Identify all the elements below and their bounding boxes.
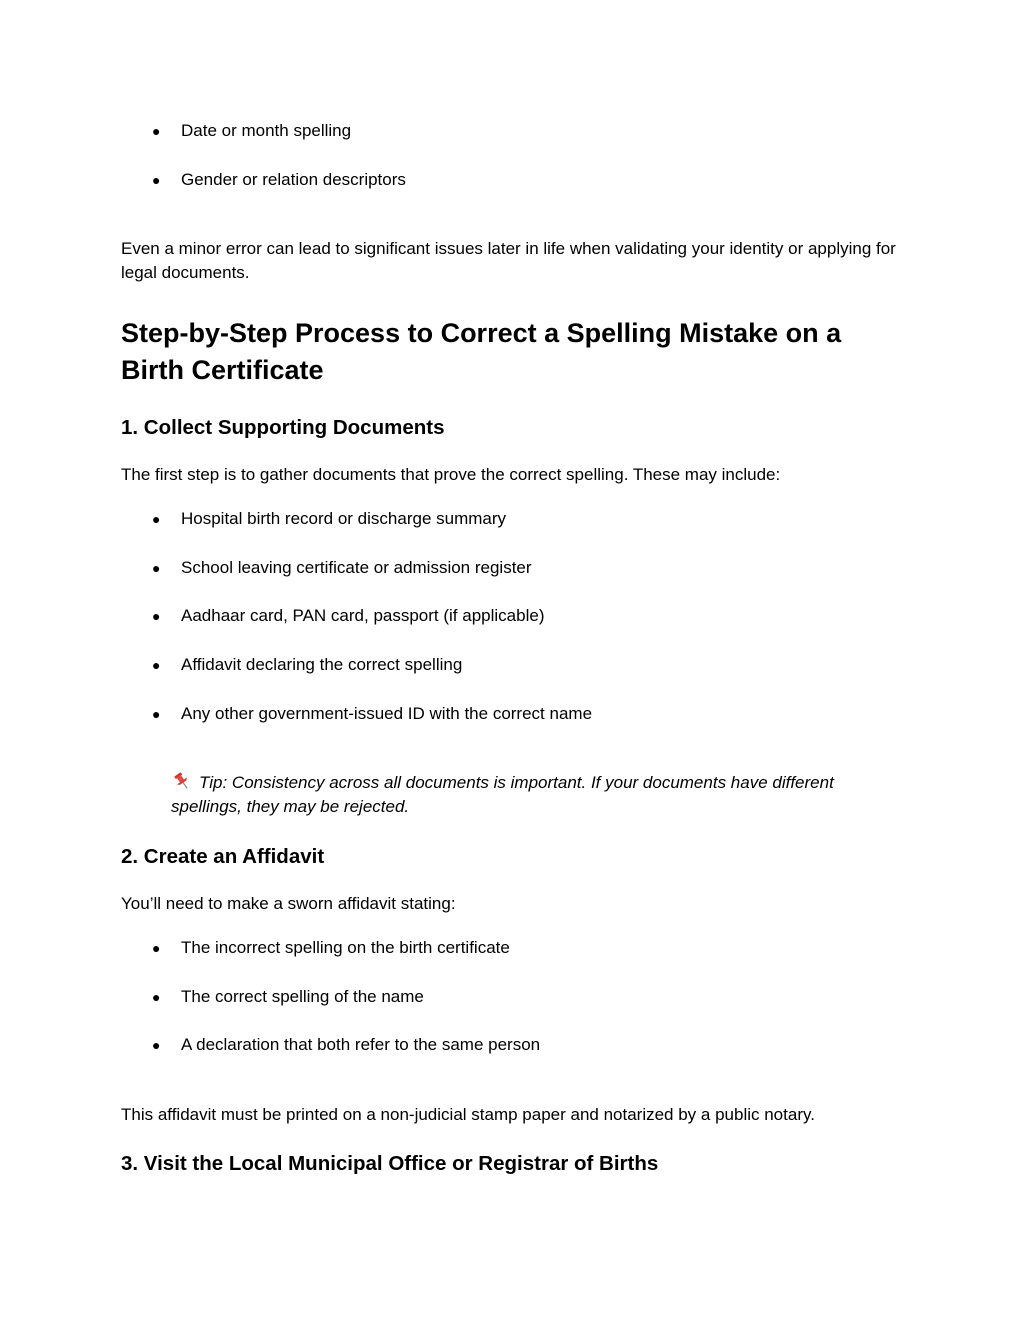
tip-text: Tip: Consistency across all documents is important. If your documents have different spellings, they may be rejected.: [171, 773, 834, 816]
bullet-icon: ●: [152, 989, 161, 1005]
section1-heading: 1. Collect Supporting Documents: [121, 416, 445, 439]
tip-callout: [171, 771, 871, 819]
bullet-icon: ●: [152, 657, 161, 673]
bullet-icon: ●: [152, 706, 161, 722]
pushpin-icon: [171, 772, 193, 790]
intro-paragraph: Even a minor error can lead to significant issues later in life when validating your identity or applying for legal documents.: [121, 239, 896, 282]
list-item-text: School leaving certificate or admission register: [181, 558, 532, 577]
section1-intro: The first step is to gather documents that prove the correct spelling. These may include:: [121, 465, 781, 484]
list-item-text: Date or month spelling: [181, 121, 352, 140]
list-item-text: The correct spelling of the name: [181, 987, 424, 1006]
bullet-icon: ●: [152, 123, 161, 139]
bullet-icon: ●: [152, 560, 161, 576]
list-item-text: Any other government-issued ID with the correct name: [181, 704, 593, 723]
list-item-text: Gender or relation descriptors: [181, 170, 406, 189]
section2-heading: 2. Create an Affidavit: [121, 845, 325, 868]
bullet-icon: ●: [152, 1037, 161, 1053]
list-item-text: A declaration that both refer to the same person: [181, 1035, 541, 1054]
main-heading: Step-by-Step Process to Correct a Spelling Mistake on a Birth Certificate: [121, 318, 842, 385]
list-item-text: Aadhaar card, PAN card, passport (if applicable): [181, 606, 545, 625]
list-item-text: The incorrect spelling on the birth certificate: [181, 938, 510, 957]
bullet-icon: ●: [152, 172, 161, 188]
list-item-text: Hospital birth record or discharge summary: [181, 509, 507, 528]
section3-heading: 3. Visit the Local Municipal Office or Registrar of Births: [121, 1152, 659, 1175]
bullet-icon: ●: [152, 608, 161, 624]
bullet-icon: ●: [152, 940, 161, 956]
section2-intro: You’ll need to make a sworn affidavit stating:: [121, 894, 456, 913]
list-item-text: Affidavit declaring the correct spelling: [181, 655, 463, 674]
bullet-icon: ●: [152, 511, 161, 527]
section2-closing: This affidavit must be printed on a non-judicial stamp paper and notarized by a public notary.: [121, 1105, 815, 1124]
